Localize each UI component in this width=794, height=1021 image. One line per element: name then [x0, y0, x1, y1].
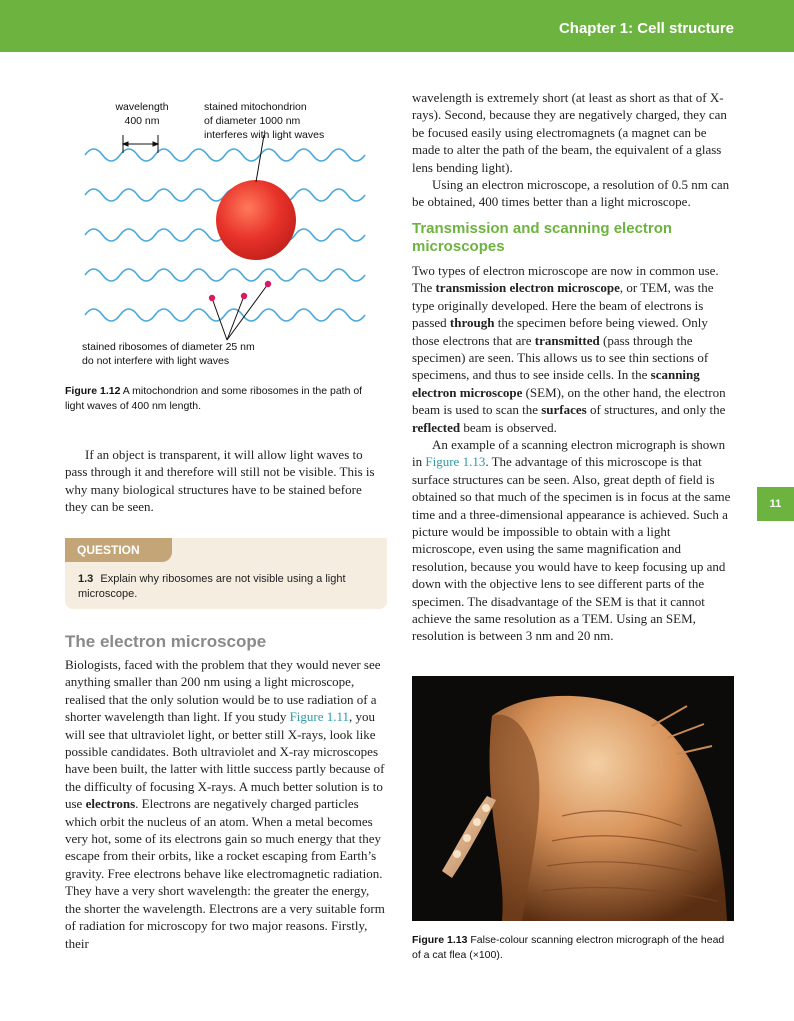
figure-1-13-photo: [412, 676, 734, 921]
types-b4: scanning electron microscope: [412, 367, 700, 400]
ribosome-2: [241, 293, 247, 299]
para-em-part-1: Biologists, faced with the problem that they would never see anything smaller than 200 nm using a light microscope, realised that the only solution would be to use radiation of a shorter wavelength than light. If you study: [65, 657, 381, 725]
label-mito-line-1: stained mitochondrion: [204, 101, 307, 113]
types-t1: Two types of electron microscope are now in common use. The: [412, 263, 719, 296]
figure-1-13-caption: [412, 933, 734, 963]
label-ribosomes: [82, 340, 342, 368]
para-electron-microscope: [65, 656, 387, 952]
figure-1-13-caption-text: False-colour scanning electron micrograph of the head of a cat flea (×100).: [412, 934, 725, 961]
types-t2: , or TEM, was the type originally developed. Here the beam of electrons is passed: [412, 280, 714, 331]
wave-row-5: [85, 309, 365, 321]
types-t5: (SEM), on the other hand, the electron beam is used to scan the: [412, 384, 726, 418]
figure-1-11-link[interactable]: Figure 1.11: [289, 709, 350, 725]
para-em-bold-electrons: electrons: [85, 796, 136, 812]
types-b5: surfaces: [541, 402, 587, 418]
ribosome-3: [265, 281, 271, 287]
example-t1: An example of a scanning electron micrograph is shown in: [412, 437, 726, 470]
label-mitochondrion: [204, 100, 374, 142]
example-t2: . The advantage of this microscope is that surface structures can be seen. Also, great depth of field is obtained so that much of the specimen is in focus at the same time and a three-dimensional appearance is achieved. Such a picture would be impossible to obtain with a light microscope, even using the same magnification and resolution, because you would have to keep focusing up and down with the objective lens to see different parts of the specimen. The disadvantage of the SEM is that it cannot achieve the same resolution as a TEM. Using an SEM, resolution is between 3 nm and 20 nm.: [412, 454, 731, 644]
mitochondrion: [216, 180, 296, 260]
question-item: [78, 572, 378, 602]
ribosomes: [209, 281, 271, 340]
para-wavelength-continued: wavelength is extremely short (at least as short as that of X-rays). Second, because they are negatively charged, they can be focused easily using electromagnets (a magnet can be made to alter the path of the beam, the equivalent of a glass lens bending light).: [412, 90, 727, 175]
wave-row-1: [85, 149, 365, 161]
types-t6: of structures, and only the: [586, 402, 726, 418]
heading-tem-sem: Transmission and scanning electron microscopes: [412, 220, 673, 255]
label-wavelength-value: 400 nm: [124, 115, 160, 127]
chapter-title: Chapter 1: Cell structure: [558, 20, 734, 37]
types-t4: (pass through the specimen) are seen. This allows us to see thin sections of specimens, and thus to see inside cells. In the: [412, 332, 709, 383]
para-microscope-types: [412, 262, 734, 436]
label-ribo-line-1: stained ribosomes of diameter 25 nm: [82, 341, 255, 353]
types-b6: reflected: [412, 419, 461, 435]
figure-1-12-caption: [65, 384, 365, 414]
wave-row-4: [85, 269, 365, 281]
label-wavelength-title: wavelength: [115, 101, 169, 113]
question-text: Explain why ribosomes are not visible using a light microscope.: [78, 573, 346, 600]
heading-electron-microscope: The electron microscope: [65, 632, 267, 651]
label-wavelength: [107, 100, 177, 128]
para-em-part-2: , you will see that ultraviolet light, or better still X-rays, look like possible candidates. Both ultraviolet and X-ray microscopes have been built, the latter with little success partly because of the difficulty of focusing X-rays. A much better solution is to use: [65, 709, 385, 812]
types-b1: transmission electron microscope: [435, 280, 620, 296]
para-em-part-3: . Electrons are negatively charged particles which orbit the nucleus of an atom. When a metal becomes very hot, some of its electrons gain so much energy that they escape from their orbits, like a rocket escaping from Earth’s gravity. Free electrons behave like electromagnetic radiation. They have a very short wavelength: the greater the energy, the shorter the wavelength. Electrons are a very suitable form of radiation for microscopy for two major reasons. Firstly, their: [65, 796, 385, 951]
label-mito-line-2: of diameter 1000 nm: [204, 115, 301, 127]
question-heading: QUESTION: [65, 538, 172, 562]
page-number-tab: 11: [757, 487, 794, 521]
types-t3: the specimen before being viewed. Only those electrons that are: [412, 315, 708, 348]
types-t7: beam is observed.: [460, 419, 557, 435]
para-sem-example: [412, 436, 734, 645]
para-resolution: Using an electron microscope, a resolution of 0.5 nm can be obtained, 400 times better than a light microscope.: [412, 177, 730, 210]
types-b3: transmitted: [534, 332, 600, 348]
chapter-header-bar: [0, 0, 794, 52]
figure-1-13-link[interactable]: Figure 1.13: [425, 454, 486, 470]
para-transparent: If an object is transparent, it will allow light waves to pass through it and therefore will still not be visible. This is why many biological structures have to be stained before they can be seen.: [65, 447, 375, 515]
types-b2: through: [449, 315, 495, 331]
figure-1-12-number: Figure 1.12: [65, 385, 121, 397]
figure-1-12-caption-text: A mitochondrion and some ribosomes in the path of light waves of 400 nm length.: [65, 385, 363, 412]
label-ribo-line-2: do not interfere with light waves: [82, 355, 230, 367]
label-mito-line-3: interferes with light waves: [204, 129, 325, 141]
question-number: 1.3: [78, 573, 94, 585]
figure-1-13-number: Figure 1.13: [412, 934, 468, 946]
wavelength-bracket: [123, 135, 158, 153]
ribosome-1: [209, 295, 215, 301]
cat-flea-micrograph: [412, 676, 734, 921]
